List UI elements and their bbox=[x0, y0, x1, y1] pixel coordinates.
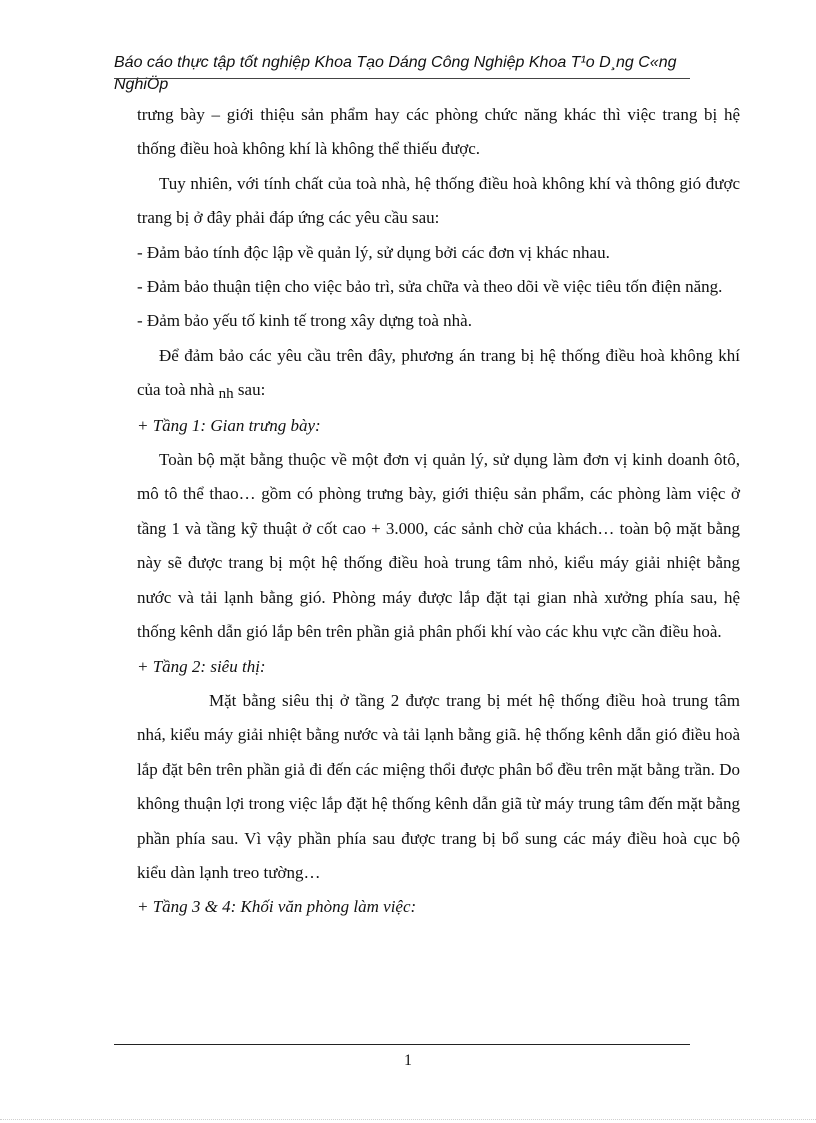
page-number: 1 bbox=[404, 1052, 412, 1069]
section-heading-floor-1: + Tầng 1: Gian trưng bày: bbox=[137, 415, 321, 435]
paragraph-floor-1: Toàn bộ mặt bằng thuộc về một đơn vị quản lý, sử dụng làm đơn vị kinh doanh ôtô, mô tô thể thao… gồm có phòng trưng bày, giới thiệu sản phẩm, các phòng làm việc ở tầng 1 và tầng kỹ thuật ở cốt cao + 3.000, các sảnh chờ của khách… toàn bộ mặt bằng này sẽ được trang bị một hệ thống điều hoà trung tâm nhỏ, kiểu máy giải nhiệt bằng nước và tải lạnh bằng gió. Phòng máy được lắp đặt tại gian nhà xưởng phía sau, hệ thống kênh dẫn gió lắp bên trên phần giả phân phối khí vào các khu vực cần điều hoà. bbox=[137, 450, 740, 642]
header-title-line-1: Báo cáo thực tập tốt nghiệp Khoa Tạo Dáng Công Nghiệp Khoa T¹o D¸ng C«ng bbox=[114, 54, 677, 71]
section-heading-floor-2: + Tầng 2: siêu thị: bbox=[137, 656, 266, 676]
paragraph-requirements-intro: Tuy nhiên, với tính chất của toà nhà, hệ thống điều hoà không khí và thông gió được trang bị ở đây phải đáp ứng các yêu cầu sau: bbox=[137, 173, 740, 228]
paragraph-solution-intro bbox=[137, 339, 740, 409]
requirement-item-1: - Đảm bảo tính độc lập về quản lý, sử dụng bởi các đơn vị khác nhau. bbox=[137, 242, 610, 262]
requirement-item-2: - Đảm bảo thuận tiện cho việc bảo trì, sửa chữa và theo dõi về việc tiêu tốn điện năng. bbox=[137, 277, 723, 297]
section-heading-floor-3-4: + Tầng 3 & 4: Khối văn phòng làm việc: bbox=[137, 897, 417, 917]
solution-intro-ending: sau: bbox=[237, 380, 266, 400]
paragraph-floor-2: Mặt bằng siêu thị ở tầng 2 được trang bị mét hệ thống điều hoà trung tâm nhá, kiểu máy giải nhiệt bằng nước và tải lạnh bằng giã. hệ thống kênh dẫn gió điều hoà lắp đặt bên trên phần giả đi đến các miệng thổi được phân bổ đều trên mặt bằng trần. Do không thuận lợi trong việc lắp đặt hệ thống kênh dẫn giã từ máy trung tâm đến mặt bằng phần phía sau. Vì vậy phần phía sau được trang bị bổ sung các máy điều hoà cục bộ kiểu dàn lạnh treo tường… bbox=[137, 690, 740, 882]
solution-intro-fragment: nh bbox=[218, 386, 234, 403]
paragraph-intro-continuation: trưng bày – giới thiệu sản phẩm hay các phòng chức năng khác thì việc trang bị hệ thống điều hoà không khí là không thể thiếu được. bbox=[137, 105, 740, 159]
page-bottom-edge bbox=[0, 1119, 816, 1120]
body-text bbox=[137, 98, 740, 925]
solution-intro-text: Để đảm bảo các yêu cầu trên đây, phương án trang bị hệ thống điều hoà không khí của toà nhà bbox=[137, 345, 740, 400]
footer-divider bbox=[114, 1044, 690, 1045]
requirement-item-3: - Đảm bảo yếu tố kinh tế trong xây dựng toà nhà. bbox=[137, 311, 472, 331]
header-divider bbox=[114, 78, 690, 79]
header-title-line-2: NghiÖp bbox=[114, 76, 169, 93]
page-header bbox=[114, 52, 734, 96]
